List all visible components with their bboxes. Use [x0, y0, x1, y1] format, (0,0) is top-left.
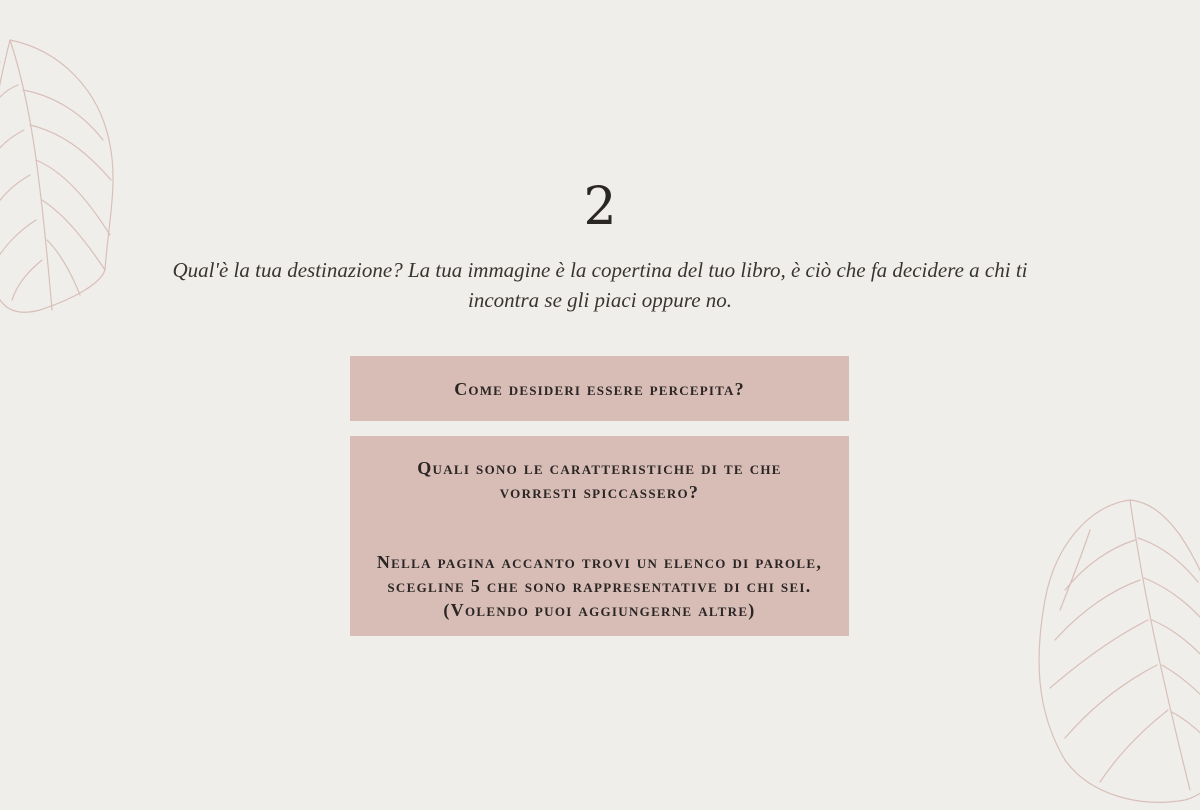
question-box-2: [350, 436, 849, 636]
question-3-text: Nella pagina accanto trovi un elenco di parole, scegline 5 che sono rappresentative di chi sei. (Volendo puoi aggiungerne altre): [376, 552, 823, 620]
intro-text: Qual'è la tua destinazione? La tua immagine è la copertina del tuo libro, è ciò che fa decidere a chi ti incontra se gli piaci oppure no.: [172, 258, 1028, 312]
monstera-leaf-bottom-right: [1020, 490, 1200, 810]
page-number: 2: [583, 177, 617, 237]
question-box-1: [350, 356, 849, 421]
question-2-text: Quali sono le caratteristiche di te che vorresti spiccassero?: [417, 458, 782, 502]
question-1-text: Come desideri essere percepita?: [454, 378, 745, 399]
monstera-leaf-top-left: [0, 20, 130, 320]
